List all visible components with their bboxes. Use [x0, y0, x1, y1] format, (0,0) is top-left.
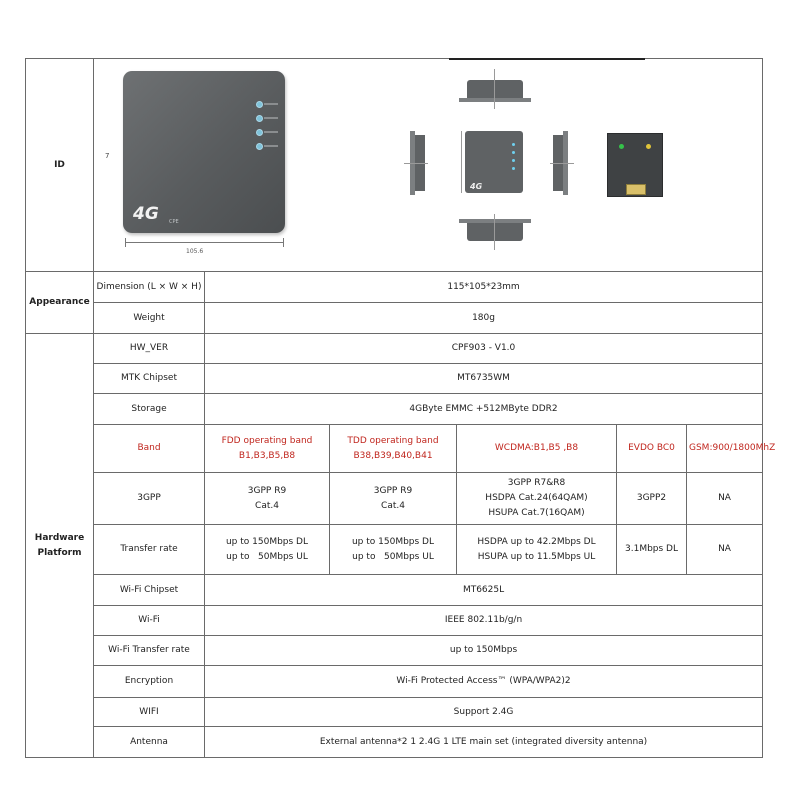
row-3gpp [26, 473, 763, 525]
encryption-label: Encryption [94, 666, 205, 698]
gpp-wcdma [457, 473, 617, 525]
ethernet-port-icon [626, 184, 646, 195]
device-front-small-view [465, 131, 523, 193]
spec-sheet [25, 58, 776, 758]
device-top-view-base [459, 98, 531, 102]
hw-ver-label: HW_VER [94, 334, 205, 364]
row-antenna [26, 727, 763, 758]
weight-label: Weight [94, 303, 205, 334]
row-chipset [26, 364, 763, 394]
height-dimension-label: 7 [105, 152, 110, 160]
wifi-band-value: Support 2.4G [205, 698, 763, 727]
dimension-label: Dimension (L × W × H) [94, 272, 205, 303]
transfer-fdd [205, 525, 330, 575]
transfer-label: Transfer rate [94, 525, 205, 575]
gpp-wcdma-line1: 3GPP R7&R8 [507, 478, 566, 488]
row-band [26, 425, 763, 473]
row-wifi-band [26, 698, 763, 727]
device-logo-sub: CPE [169, 219, 179, 225]
guide-line [461, 131, 462, 193]
band-tdd: TDD operating band B38,B39,B40,B41 [330, 425, 457, 473]
gpp-evdo: 3GPP2 [617, 473, 687, 525]
encryption-value: Wi-Fi Protected Access™ (WPA/WPA2)2 [205, 666, 763, 698]
section-id-label: ID [26, 59, 94, 272]
product-images [94, 59, 762, 271]
row-weight [26, 303, 763, 334]
dimension-tick [125, 238, 126, 247]
guide-line [550, 163, 574, 164]
gpp-label: 3GPP [94, 473, 205, 525]
yellow-led-icon [646, 144, 651, 149]
gpp-tdd-line2: Cat.4 [381, 500, 405, 511]
transfer-fdd-line2: up to 50Mbps UL [226, 551, 308, 562]
antenna-value: External antenna*2 1 2.4G 1 LTE main set (integrated diversity antenna) [205, 727, 763, 758]
gpp-gsm: NA [687, 473, 763, 525]
hw-ver-value: CPF903 - V1.0 [205, 334, 763, 364]
wifi-led-icon [256, 129, 263, 136]
lan-led-icon [256, 143, 263, 150]
led-label-mark [264, 145, 278, 147]
guide-line [494, 214, 495, 250]
row-wifi-chipset [26, 575, 763, 606]
row-dimension [26, 272, 763, 303]
dimension-value: 115*105*23mm [205, 272, 763, 303]
transfer-wcdma-line1: HSDPA up to 42.2Mbps DL [477, 536, 596, 547]
band-label: Band [94, 425, 205, 473]
band-gsm: GSM:900/1800MhZ [687, 425, 763, 473]
transfer-gsm: NA [687, 525, 763, 575]
transfer-wcdma [457, 525, 617, 575]
transfer-wcdma-line2: HSUPA up to 11.5Mbps UL [477, 551, 596, 562]
row-wifi-rate [26, 636, 763, 666]
band-fdd: FDD operating band B1,B3,B5,B8 [205, 425, 330, 473]
transfer-evdo: 3.1Mbps DL [617, 525, 687, 575]
led-label-mark [264, 103, 278, 105]
wifi-band-label: WIFI [94, 698, 205, 727]
transfer-tdd-line1: up to 150Mbps DL [351, 536, 435, 547]
wifi-value: IEEE 802.11b/g/n [205, 606, 763, 636]
device-bottom-view [467, 223, 523, 241]
wifi-chipset-value: MT6625L [205, 575, 763, 606]
band-evdo: EVDO BC0 [617, 425, 687, 473]
gpp-fdd [205, 473, 330, 525]
guide-line [404, 163, 428, 164]
gpp-wcdma-line3: HSUPA Cat.7(16QAM) [488, 508, 585, 518]
section-hardware-label [26, 334, 94, 758]
width-dimension-label: 105.6 [186, 248, 204, 255]
section-appearance-label: Appearance [26, 272, 94, 334]
section-hardware-line2: Platform [37, 547, 82, 558]
device-front-view [123, 71, 285, 233]
section-hardware-line1: Hardware [34, 532, 85, 543]
gpp-fdd-line2: Cat.4 [255, 500, 279, 511]
row-id [26, 59, 763, 272]
power-led-icon [256, 101, 263, 108]
wifi-label: Wi-Fi [94, 606, 205, 636]
row-transfer-rate [26, 525, 763, 575]
antenna-label: Antenna [94, 727, 205, 758]
guide-line [494, 69, 495, 109]
led-label-mark [264, 117, 278, 119]
led-label-mark [264, 131, 278, 133]
band-wcdma: WCDMA:B1,B5 ,B8 [457, 425, 617, 473]
top-rule [449, 58, 645, 60]
width-dimension-line [125, 242, 284, 243]
weight-value: 180g [205, 303, 763, 334]
storage-label: Storage [94, 394, 205, 425]
signal-led-icon [256, 115, 263, 122]
transfer-fdd-line1: up to 150Mbps DL [225, 536, 309, 547]
green-led-icon [619, 144, 624, 149]
transfer-tdd-line2: up to 50Mbps UL [352, 551, 434, 562]
product-photo-cell [94, 59, 763, 272]
row-hw-ver [26, 334, 763, 364]
spec-table [25, 58, 776, 758]
storage-value: 4GByte EMMC +512MByte DDR2 [205, 394, 763, 425]
gpp-tdd-line1: 3GPP R9 [373, 485, 413, 496]
gpp-fdd-line1: 3GPP R9 [247, 485, 287, 496]
row-storage [26, 394, 763, 425]
gpp-tdd [330, 473, 457, 525]
device-back-view [607, 133, 663, 197]
wifi-rate-value: up to 150Mbps [205, 636, 763, 666]
chipset-label: MTK Chipset [94, 364, 205, 394]
row-wifi [26, 606, 763, 636]
small-view-logo: 4G [470, 182, 483, 191]
wifi-rate-label: Wi-Fi Transfer rate [94, 636, 205, 666]
wifi-chipset-label: Wi-Fi Chipset [94, 575, 205, 606]
dimension-tick [283, 238, 284, 247]
device-top-view [467, 80, 523, 98]
row-encryption [26, 666, 763, 698]
device-logo: 4G [133, 204, 159, 224]
chipset-value: MT6735WM [205, 364, 763, 394]
gpp-wcdma-line2: HSDPA Cat.24(64QAM) [485, 493, 588, 503]
transfer-tdd [330, 525, 457, 575]
